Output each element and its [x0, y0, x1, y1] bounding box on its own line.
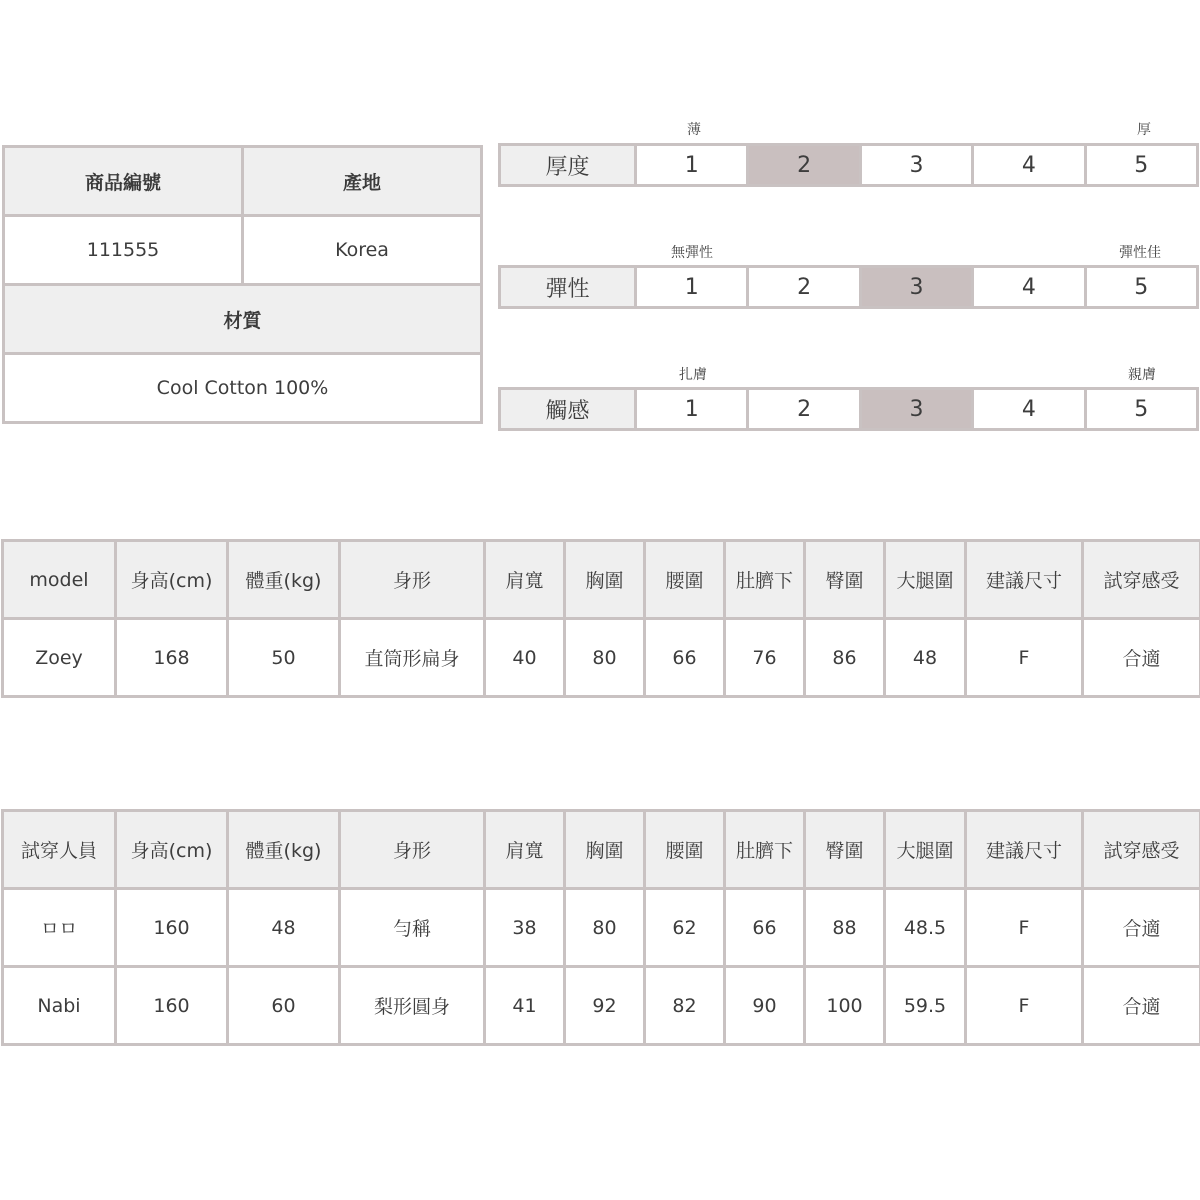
thickness-scale-labels [498, 119, 1199, 139]
table-cell: ㅁㅁ [3, 889, 116, 967]
thickness-rating [498, 143, 1199, 187]
table-cell: 41 [485, 967, 565, 1045]
column-header: 胸圍 [565, 541, 645, 619]
table-cell: 80 [565, 619, 645, 697]
column-header: 體重(kg) [228, 541, 340, 619]
material-header: 材質 [4, 285, 482, 354]
column-header: 臀圍 [805, 811, 885, 889]
table-cell: 100 [805, 967, 885, 1045]
column-header: 建議尺寸 [966, 541, 1083, 619]
table-cell: 合適 [1083, 967, 1200, 1045]
elasticity-level: 5 [1085, 267, 1197, 308]
thickness-label: 厚度 [500, 145, 636, 186]
column-header: 胸圍 [565, 811, 645, 889]
table-cell: 合適 [1083, 619, 1200, 697]
elasticity-level: 2 [748, 267, 860, 308]
elasticity-level: 3 [860, 267, 972, 308]
column-header: 體重(kg) [228, 811, 340, 889]
thickness-low-label: 薄 [687, 122, 701, 138]
column-header: model [3, 541, 116, 619]
table-cell: 48 [228, 889, 340, 967]
table-cell: 66 [725, 889, 805, 967]
texture-level: 2 [748, 389, 860, 430]
model-measurement-table [1, 539, 1200, 698]
thickness-high-label: 厚 [1137, 122, 1151, 138]
texture-label: 觸感 [500, 389, 636, 430]
table-cell: 合適 [1083, 889, 1200, 967]
column-header: 身形 [340, 541, 485, 619]
table-row [3, 889, 1200, 967]
table-cell: 50 [228, 619, 340, 697]
table-row [3, 967, 1200, 1045]
table-cell: 48 [885, 619, 966, 697]
table-cell: F [966, 967, 1083, 1045]
table-header-row [3, 811, 1200, 889]
table-cell: 梨形圓身 [340, 967, 485, 1045]
table-cell: 160 [116, 889, 228, 967]
product-code-header: 商品編號 [4, 147, 243, 216]
texture-scale-labels [498, 364, 1199, 384]
texture-low-label: 扎膚 [679, 367, 707, 383]
table-cell: 60 [228, 967, 340, 1045]
column-header: 臀圍 [805, 541, 885, 619]
column-header: 肚臍下 [725, 811, 805, 889]
table-cell: 76 [725, 619, 805, 697]
column-header: 腰圍 [645, 541, 725, 619]
table-cell: F [966, 889, 1083, 967]
table-cell: 92 [565, 967, 645, 1045]
product-code-value: 111555 [4, 216, 243, 285]
column-header: 大腿圍 [885, 541, 966, 619]
thickness-level: 4 [973, 145, 1085, 186]
table-cell: 直筒形扁身 [340, 619, 485, 697]
texture-level: 4 [973, 389, 1085, 430]
column-header: 肩寬 [485, 811, 565, 889]
elasticity-level: 4 [973, 267, 1085, 308]
elasticity-high-label: 彈性佳 [1119, 245, 1161, 261]
origin-header: 產地 [243, 147, 482, 216]
column-header: 身形 [340, 811, 485, 889]
table-cell: 48.5 [885, 889, 966, 967]
table-cell: 80 [565, 889, 645, 967]
table-cell: F [966, 619, 1083, 697]
table-cell: 88 [805, 889, 885, 967]
table-cell: 82 [645, 967, 725, 1045]
elasticity-scale-labels [498, 242, 1199, 262]
table-cell: 66 [645, 619, 725, 697]
product-info-table [2, 145, 483, 424]
table-cell: 38 [485, 889, 565, 967]
table-cell: 160 [116, 967, 228, 1045]
texture-rating [498, 387, 1199, 431]
table-cell: 勻稱 [340, 889, 485, 967]
thickness-level: 1 [636, 145, 748, 186]
table-cell: Nabi [3, 967, 116, 1045]
thickness-level: 3 [860, 145, 972, 186]
column-header: 試穿人員 [3, 811, 116, 889]
table-cell: 62 [645, 889, 725, 967]
table-cell: 40 [485, 619, 565, 697]
texture-level: 1 [636, 389, 748, 430]
material-value: Cool Cotton 100% [4, 354, 482, 423]
tester-measurement-table [1, 809, 1200, 1046]
elasticity-rating [498, 265, 1199, 309]
table-row [3, 619, 1200, 697]
thickness-level: 5 [1085, 145, 1197, 186]
elasticity-level: 1 [636, 267, 748, 308]
elasticity-label: 彈性 [500, 267, 636, 308]
column-header: 大腿圍 [885, 811, 966, 889]
column-header: 建議尺寸 [966, 811, 1083, 889]
column-header: 腰圍 [645, 811, 725, 889]
column-header: 身高(cm) [116, 541, 228, 619]
column-header: 肩寬 [485, 541, 565, 619]
elasticity-low-label: 無彈性 [671, 245, 713, 261]
table-cell: 168 [116, 619, 228, 697]
table-header-row [3, 541, 1200, 619]
table-cell: Zoey [3, 619, 116, 697]
column-header: 肚臍下 [725, 541, 805, 619]
origin-value: Korea [243, 216, 482, 285]
column-header: 身高(cm) [116, 811, 228, 889]
column-header: 試穿感受 [1083, 811, 1200, 889]
thickness-level: 2 [748, 145, 860, 186]
texture-high-label: 親膚 [1128, 367, 1156, 383]
table-cell: 59.5 [885, 967, 966, 1045]
column-header: 試穿感受 [1083, 541, 1200, 619]
table-cell: 86 [805, 619, 885, 697]
texture-level: 3 [860, 389, 972, 430]
table-cell: 90 [725, 967, 805, 1045]
texture-level: 5 [1085, 389, 1197, 430]
